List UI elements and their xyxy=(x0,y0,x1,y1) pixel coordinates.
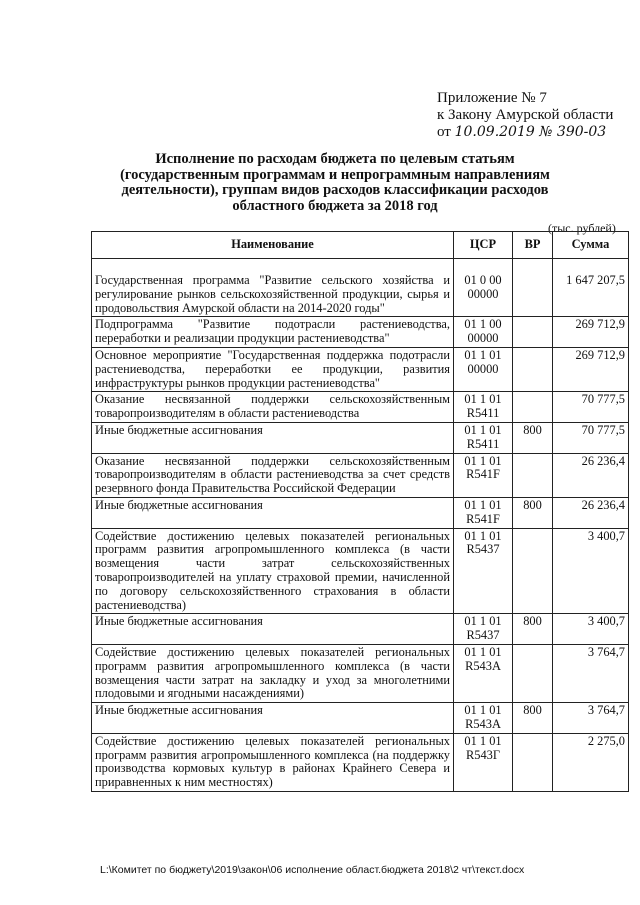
row-sum: 70 777,5 xyxy=(553,422,629,453)
row-vr: 800 xyxy=(513,614,553,645)
row-sum: 70 777,5 xyxy=(553,392,629,423)
row-vr: 800 xyxy=(513,703,553,734)
row-name: Оказание несвязанной поддержки сельскохозяйственным товаропроизводителям в области растениеводства xyxy=(92,392,454,423)
row-name: Подпрограмма "Развитие подотрасли растениеводства, переработки и реализации продукции растениеводства" xyxy=(92,317,454,348)
appendix-block xyxy=(437,90,613,141)
row-name: Государственная программа "Развитие сельского хозяйства и регулирование рынков сельскохозяйственной продукции, сырья и продовольствия Амурской области на 2014-2020 годы" xyxy=(92,259,454,317)
table-row xyxy=(92,392,629,423)
row-csr: 01 1 01 R5411 xyxy=(454,392,513,423)
appendix-law: к Закону Амурской области xyxy=(437,107,614,123)
header-vr: ВР xyxy=(513,232,553,259)
row-name: Содействие достижению целевых показателей региональных программ развития агропромышленного комплекса (в части возмещения части затрат сельскохозяйственных товаропроизводителей на уплату страховой премии, начисленной по договору сельскохозяйственного страхования в области растениеводства) xyxy=(92,528,454,614)
units-label: (тыс. рублей) xyxy=(548,221,616,235)
table-row xyxy=(92,347,629,391)
document-title: Исполнение по расходам бюджета по целевым статьям (государственным программам и непрограммным направлениям деятельности), группам видов расходов классификации расходов областного бюджета за 2018 год xyxy=(120,151,550,214)
table-header-row xyxy=(92,232,629,259)
row-vr xyxy=(513,528,553,614)
row-csr: 01 1 01 00000 xyxy=(454,347,513,391)
row-sum: 26 236,4 xyxy=(553,497,629,528)
row-name: Содействие достижению целевых показателей региональных программ развития агропромышленного комплекса (на поддержку производства кормовых культур в районах Крайнего Севера и приравненных к ним местностях) xyxy=(92,733,454,791)
row-csr: 01 1 00 00000 xyxy=(454,317,513,348)
row-sum: 26 236,4 xyxy=(553,453,629,497)
table-row xyxy=(92,453,629,497)
header-csr: ЦСР xyxy=(454,232,513,259)
handwritten-date-number: 10.09.2019 № 390-03 xyxy=(454,124,607,140)
row-csr: 01 1 01 R5437 xyxy=(454,614,513,645)
table-row xyxy=(92,703,629,734)
row-name: Иные бюджетные ассигнования xyxy=(92,703,454,734)
row-csr: 01 1 01 R541F xyxy=(454,453,513,497)
budget-table xyxy=(91,231,629,792)
row-sum: 1 647 207,5 xyxy=(553,259,629,317)
table-row xyxy=(92,733,629,791)
table-row xyxy=(92,528,629,614)
table-row xyxy=(92,644,629,702)
appendix-date-prefix: от xyxy=(437,124,451,140)
row-vr xyxy=(513,317,553,348)
table-row xyxy=(92,614,629,645)
row-sum: 3 400,7 xyxy=(553,614,629,645)
table-row xyxy=(92,259,629,317)
table-row xyxy=(92,422,629,453)
row-vr xyxy=(513,733,553,791)
row-name: Основное мероприятие "Государственная поддержка подотрасли растениеводства, переработки ее продукции, развития инфраструктуры рынков продукции растениеводства" xyxy=(92,347,454,391)
row-csr: 01 1 01 R543Г xyxy=(454,733,513,791)
row-name: Иные бюджетные ассигнования xyxy=(92,422,454,453)
row-csr: 01 0 00 00000 xyxy=(454,259,513,317)
header-name: Наименование xyxy=(92,232,454,259)
row-csr: 01 1 01 R543A xyxy=(454,703,513,734)
row-sum: 269 712,9 xyxy=(553,347,629,391)
row-vr: 800 xyxy=(513,497,553,528)
row-sum: 3 764,7 xyxy=(553,644,629,702)
row-name: Содействие достижению целевых показателей региональных программ развития агропромышленного комплекса (в части возмещения части затрат на закладку и уход за многолетними плодовыми и ягодными насаждениями) xyxy=(92,644,454,702)
row-vr xyxy=(513,347,553,391)
appendix-date-line xyxy=(437,124,613,141)
row-csr: 01 1 01 R541F xyxy=(454,497,513,528)
table-row xyxy=(92,317,629,348)
table-row xyxy=(92,497,629,528)
row-sum: 3 764,7 xyxy=(553,703,629,734)
row-vr: 800 xyxy=(513,422,553,453)
row-vr xyxy=(513,259,553,317)
row-vr xyxy=(513,453,553,497)
row-csr: 01 1 01 R5437 xyxy=(454,528,513,614)
row-sum: 269 712,9 xyxy=(553,317,629,348)
row-csr: 01 1 01 R543A xyxy=(454,644,513,702)
row-name: Иные бюджетные ассигнования xyxy=(92,614,454,645)
row-name: Иные бюджетные ассигнования xyxy=(92,497,454,528)
row-csr: 01 1 01 R5411 xyxy=(454,422,513,453)
row-vr xyxy=(513,644,553,702)
row-sum: 2 275,0 xyxy=(553,733,629,791)
row-name: Оказание несвязанной поддержки сельскохозяйственным товаропроизводителям в области растениеводства за счет средств резервного фонда Правительства Российской Федерации xyxy=(92,453,454,497)
row-sum: 3 400,7 xyxy=(553,528,629,614)
appendix-number: Приложение № 7 xyxy=(437,90,547,106)
file-path-footer: L:\Комитет по бюджету\2019\закон\06 исполнение област.бюджета 2018\2 чт\текст.docx xyxy=(100,864,525,876)
row-vr xyxy=(513,392,553,423)
header-sum: Сумма xyxy=(553,232,629,259)
